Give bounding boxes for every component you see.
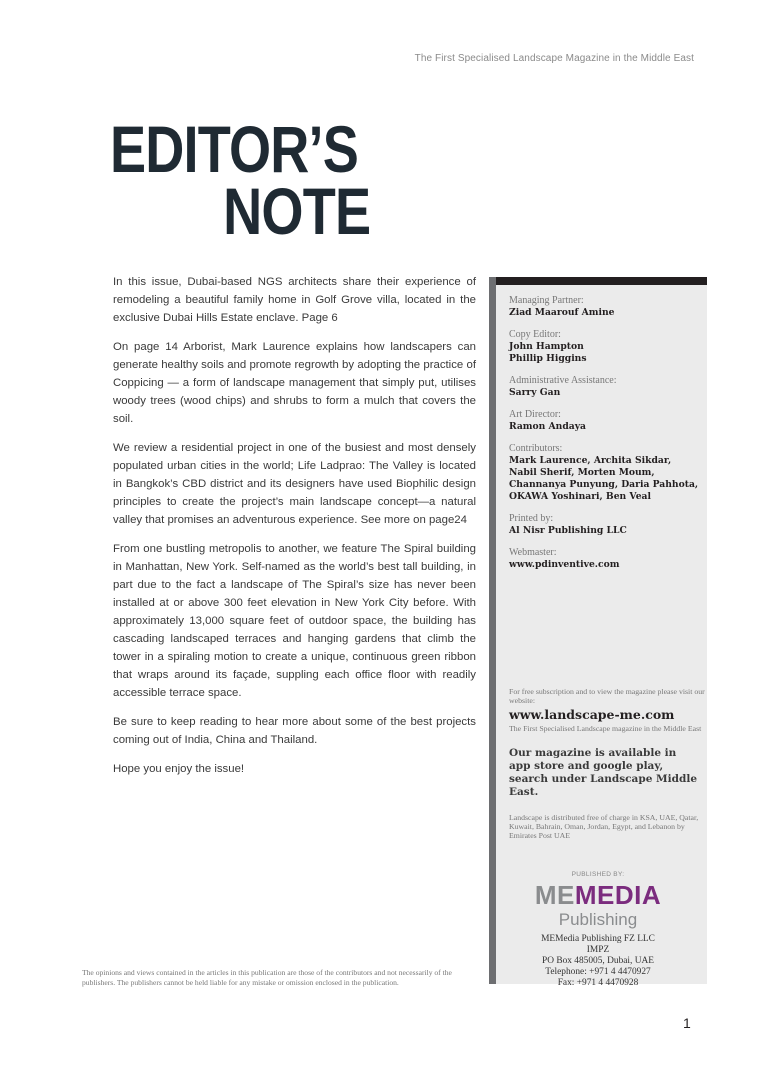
magazine-tagline: The First Specialised Landscape Magazine in the Middle East — [414, 53, 694, 64]
address-line: PO Box 485005, Dubai, UAE — [542, 956, 654, 966]
credit-name: Phillip Higgins — [509, 353, 587, 364]
credit-role: Contributors: — [509, 443, 563, 454]
publisher-address — [489, 934, 707, 989]
credit-art-director — [509, 409, 705, 433]
editorial-body — [113, 273, 476, 789]
address-line: Telephone: +971 4 4470927 — [545, 967, 651, 977]
app-store-note: Our magazine is available in app store and google play, search under Landscape Middle East. — [509, 747, 698, 798]
credit-name: Al Nisr Publishing LLC — [509, 525, 627, 536]
logo-media: MEDIA — [574, 880, 662, 910]
credit-role: Printed by: — [509, 513, 554, 524]
credit-name: OKAWA Yoshinari, Ben Veal — [509, 491, 651, 502]
body-paragraph: In this issue, Dubai-based NGS architects share their experience of remodeling a beautiful family home in Golf Grove villa, located in the exclusive Dubai Hills Estate enclave. Page 6 — [113, 276, 476, 324]
subscription-intro: For free subscription and to view the magazine please visit our website: — [509, 687, 705, 705]
masthead-sidebar — [489, 277, 707, 988]
webmaster-link[interactable]: www.pdinventive.com — [509, 559, 620, 570]
credit-admin-assistance — [509, 375, 705, 399]
credit-name: Ramon Andaya — [509, 421, 587, 432]
credit-role: Webmaster: — [509, 547, 557, 558]
credit-name: Nabil Sherif, Morten Moum, — [509, 467, 655, 478]
credits-list — [509, 295, 705, 581]
subscription-block — [509, 687, 705, 840]
title-line-2: NOTE — [223, 174, 371, 248]
website-link[interactable]: www.landscape-me.com — [509, 707, 675, 722]
address-line: IMPZ — [586, 945, 610, 955]
credit-copy-editor — [509, 329, 705, 365]
logo-publishing: Publishing — [558, 910, 638, 929]
credit-role: Administrative Assistance: — [509, 375, 617, 386]
credit-contributors — [509, 443, 705, 503]
page-number: 1 — [683, 1015, 691, 1031]
memedia-logo — [489, 882, 707, 908]
distribution-note: Landscape is distributed free of charge in KSA, UAE, Qatar, Kuwait, Bahrain, Oman, Jordan, Egypt, and Lebanon by Emirates Post UAE — [509, 813, 699, 840]
credit-role: Art Director: — [509, 409, 561, 420]
disclaimer: The opinions and views contained in the articles in this publication are those of the contributors and not necessarily of the publishers. The publishers cannot be held liable for any mistake or omission enclosed in the publication. — [82, 968, 452, 987]
published-by-label: PUBLISHED BY: — [571, 871, 625, 878]
address-line: MEMedia Publishing FZ LLC — [541, 934, 655, 944]
title-line-1: EDITOR’S — [110, 112, 359, 186]
credit-name: Ziad Maarouf Amine — [509, 307, 615, 318]
credit-role: Managing Partner: — [509, 295, 584, 306]
credit-role: Copy Editor: — [509, 329, 561, 340]
body-paragraph: We review a residential project in one of the busiest and most densely populated urban cities in the world; Life Ladprao: The Valley is located in Bangkok’s CBD district and its designers have used Biophilic design principles to create the project’s main landscape concept—a natural valley that promises an adventurous experience. See more on page24 — [113, 442, 476, 526]
credit-printed-by — [509, 513, 705, 537]
credit-name: Sarry Gan — [509, 387, 561, 398]
sidebar-top-bar — [489, 277, 707, 285]
body-paragraph: Hope you enjoy the issue! — [113, 763, 245, 775]
website-tagline: The First Specialised Landscape magazine in the Middle East — [509, 724, 702, 733]
address-line: Fax: +971 4 4470928 — [557, 978, 639, 988]
page-title — [110, 112, 371, 248]
credit-webmaster — [509, 547, 705, 571]
body-paragraph: On page 14 Arborist, Mark Laurence explains how landscapers can generate healthy soils and promote regrowth by adopting the practice of Coppicing — a form of landscape management that simply put, utilises woody trees (wood chips) and shrubs to form a mulch that covers the soil. — [113, 341, 476, 425]
body-paragraph: Be sure to keep reading to hear more about some of the best projects coming out of India, China and Thailand. — [113, 716, 476, 746]
logo-me: ME — [534, 880, 575, 910]
credit-name: Mark Laurence, Archita Sikdar, — [509, 455, 672, 466]
credit-name: John Hampton — [509, 341, 584, 352]
body-paragraph: From one bustling metropolis to another, we feature The Spiral building in Manhattan, New York. Self-named as the world’s best tall building, in part due to the fact a landscape of The Spiral’s size has never been installed at or above 300 feet elevation in New York City before. With approximately 13,000 square feet of outdoor space, the building has cascading landscaped terraces and hanging gardens that climb the tower in a spiraling motion to create a unique, continuous green ribbon that wraps around its façade, suppling each office floor with readily accessible terrace space. — [113, 543, 476, 699]
credit-managing-partner — [509, 295, 705, 319]
credit-name: Channanya Punyung, Daria Pahhota, — [509, 479, 699, 490]
publisher-block — [489, 871, 707, 989]
